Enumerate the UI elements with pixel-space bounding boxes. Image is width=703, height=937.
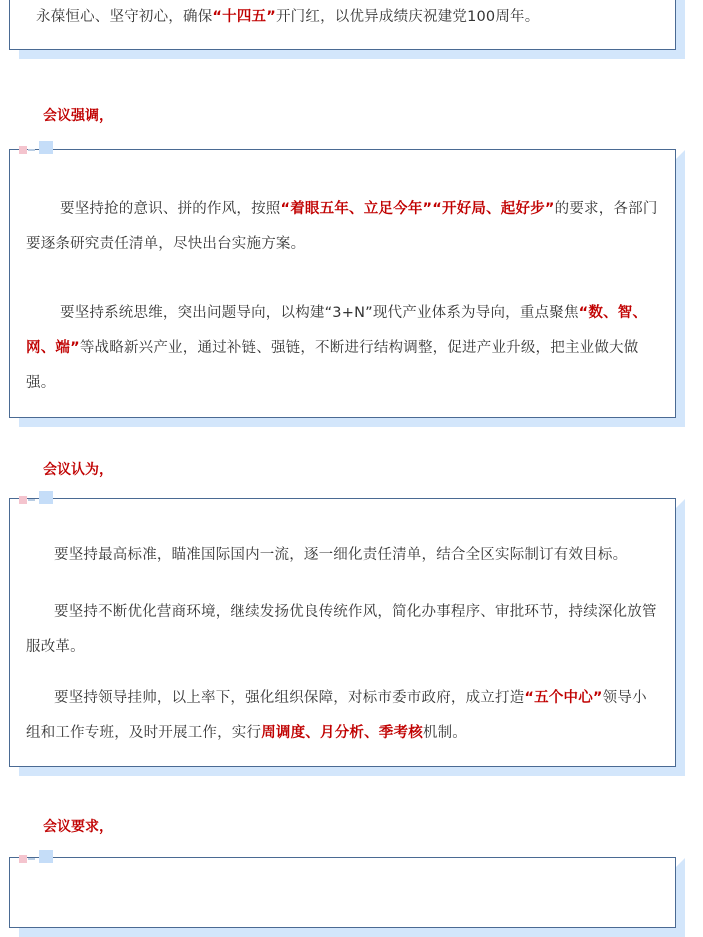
section-label: 会议要求， [43, 819, 113, 835]
paragraph: 要坚持最高标准，瞄准国际国内一流，逐一细化责任清单，结合全区实际制订有效目标。 [54, 547, 628, 563]
tab-connector [28, 858, 35, 860]
section-label: 会议认为， [43, 462, 113, 478]
paragraph: 要坚持系统思维，突出问题导向，以构建“3+N”现代产业体系为导向，重点聚焦“数、智、网、端”等战略新兴产业，通过补链、强链，不断进行结构调整，促进产业升级，把主业做大做强。 [26, 305, 648, 391]
box-corner [676, 150, 685, 159]
box-frame [9, 857, 676, 928]
paragraph: 要坚持抢的意识、拼的作风，按照“着眼五年、立足今年”“开好局、起好步”的要求，各部门要逐条研究责任清单，尽快出台实施方案。 [26, 201, 658, 252]
tab-connector [28, 149, 35, 151]
content-box-3 [9, 498, 685, 776]
pink-tab-decoration [19, 496, 27, 504]
blue-tab-decoration [39, 850, 53, 863]
paragraph: 要坚持领导挂帅，以上率下，强化组织保障，对标市委市政府，成立打造“五个中心”领导小组和工作专班，及时开展工作，实行周调度、月分析、季考核机制。 [26, 690, 647, 741]
paragraph: 永葆恒心、坚守初心，确保“十四五”开门红，以优异成绩庆祝建党100周年。 [36, 9, 540, 25]
section-label: 会议强调， [43, 108, 113, 124]
content-box-4 [9, 857, 685, 937]
pink-tab-decoration [19, 855, 27, 863]
paragraph: 要坚持不断优化营商环境，继续发扬优良传统作风，简化办事程序、审批环节，持续深化放管服改革。 [26, 604, 657, 655]
tab-connector [28, 499, 35, 501]
blue-tab-decoration [39, 491, 53, 504]
box-corner [676, 858, 685, 867]
content-box-2 [9, 149, 685, 427]
pink-tab-decoration [19, 146, 27, 154]
blue-tab-decoration [39, 141, 53, 154]
box-corner [676, 499, 685, 508]
content-box-1 [9, 0, 685, 59]
